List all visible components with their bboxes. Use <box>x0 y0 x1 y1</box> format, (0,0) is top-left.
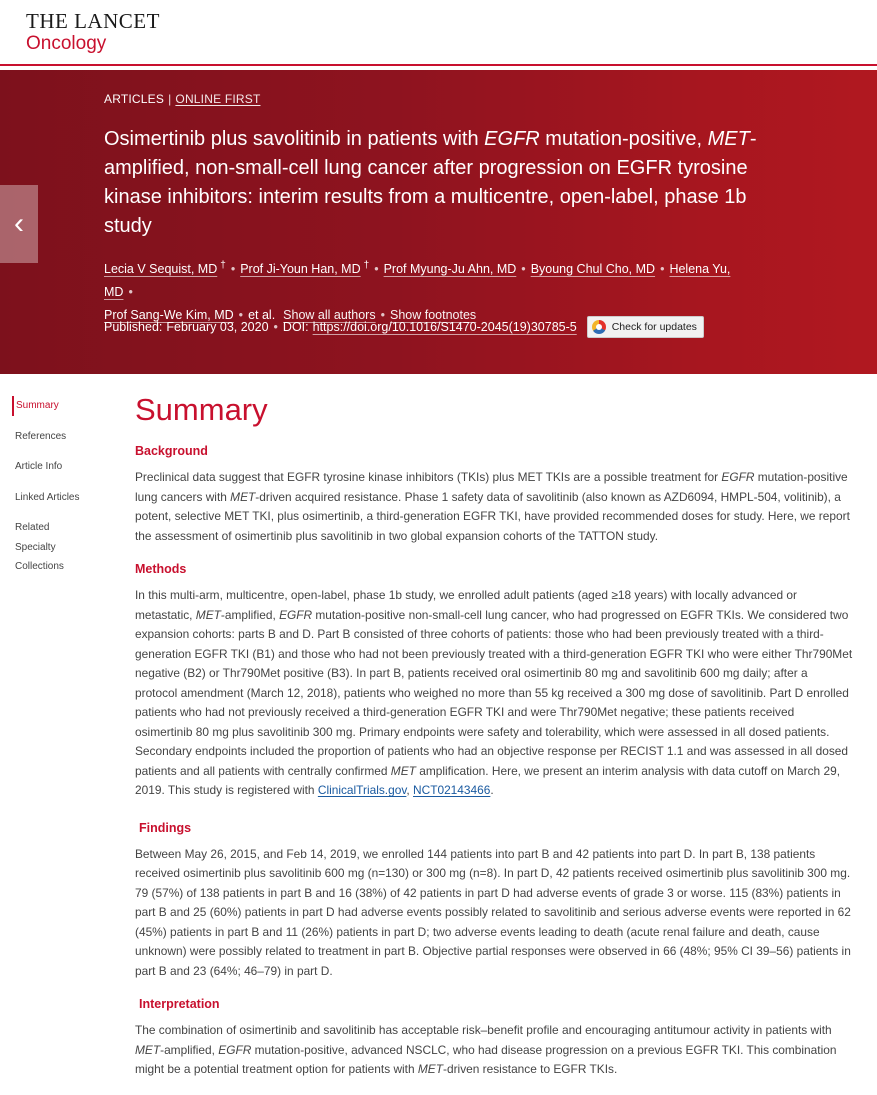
sidebar-item-article-info[interactable]: Article Info <box>15 461 63 472</box>
footnote-dagger[interactable]: † <box>220 260 226 271</box>
doi-link[interactable]: https://doi.org/10.1016/S1470-2045(19)30785-5 <box>312 320 577 334</box>
footnote-dagger[interactable]: † <box>363 260 370 271</box>
findings-text: Between May 26, 2015, and Feb 14, 2019, we enrolled 144 patients into part B and 42 patients into part D. In part B, 138 patients received osimertinib plus savolitinib 600 mg (n=130) or 300 mg (n=8). In part D, 42 patients received osimertinib plus savolitinib 300 mg. 79 (57%) of 138 patients in part B and 16 (38%) of 42 patients in part D had adverse events of grade 3 or worse. 115 (83%) patients in part B and 25 (60%) patients in part D had adverse events possibly related to savolitinib and serious adverse events were reported in 62 (45%) patients in part B and 11 (26%) patients in part D; two adverse events leading to death (acute renal failure and death, cause unknown) were possibly related to treatment in part B. Objective partial responses were observed in 66 (48%; 95% CI 39–56) patients in part B and 23 (64%; 46–79) in part D. <box>135 846 851 978</box>
author-list: Lecia V Sequist, MD † • Prof Ji-Youn Han, MD † • Prof Myung-Ju Ahn, MD • Byoung Chul Cho, MD • Helena Yu, MD • Prof Sang-We Kim, MD • et al. Show all authors • Show footnotes <box>104 260 731 323</box>
interpretation-heading: Interpretation <box>139 997 220 1011</box>
clinicaltrials-link[interactable]: ClinicalTrials.gov <box>317 783 407 797</box>
breadcrumb-articles[interactable]: ARTICLES <box>104 92 165 106</box>
article-title: Osimertinib plus savolitinib in patients with EGFR mutation-positive, MET-amplified, non-small-cell lung cancer after progression on EGFR tyrosine kinase inhibitors: interim results from a multicentre, open-label, phase 1b study <box>104 128 757 237</box>
summary-heading: Summary <box>135 392 268 427</box>
sidebar-item-related-collections[interactable]: Related Specialty Collections <box>15 522 64 572</box>
article-sidebar-nav <box>12 396 102 577</box>
logo-title: THE LANCET <box>26 9 160 33</box>
published-label: Published: <box>104 320 163 334</box>
et-al: et al. <box>248 308 276 323</box>
breadcrumb-separator: | <box>168 92 172 106</box>
methods-heading: Methods <box>135 562 187 576</box>
methods-text: In this multi-arm, multicentre, open-label, phase 1b study, we enrolled adult patients (aged ≥18 years) with locally advanced or metastatic, MET-amplified, EGFR mutation-positive non-small-cell lung cancer, who had progressed on EGFR TKIs. We considered two expansion cohorts: parts B and D. Part B consisted of three cohorts of patients: those who had been previously treated with a third-generation EGFR TKI (B1) and those who had not been previously treated with a third-generation EGFR TKI who were either Thr790Met negative (B2) or Thr790Met positive (B3). In part B, patients received oral osimertinib 80 mg and savolitinib 600 mg daily; after a protocol amendment (March 12, 2018), patients who weighed no more than 55 kg received a 300 mg dose of savolitinib. Part D enrolled patients who had not previously received a third-generation EGFR TKI and were Thr790Met negative; these patients received osimertinib 80 mg plus savolitinib 300 mg. Primary endpoints were safety and tolerability, which were assessed in all dosed patients. Secondary endpoints included the proportion of patients who had an objective response per RECIST 1.1 and was assessed in all dosed patients and all patients with centrally confirmed MET amplification. Here, we present an interim analysis with data cutoff on March 29, 2019. This study is registered with ClinicalTrials.gov, NCT02143466. <box>135 588 853 797</box>
chevron-left-icon: ‹ <box>14 207 24 240</box>
header-rule <box>0 64 877 66</box>
author-link[interactable]: Lecia V Sequist, MD <box>104 262 218 277</box>
breadcrumb <box>104 92 260 106</box>
check-for-updates-button[interactable] <box>587 316 704 338</box>
background-text: Preclinical data suggest that EGFR tyrosine kinase inhibitors (TKIs) plus MET TKIs are a possible treatment for EGFR mutation-positive lung cancers with MET-driven acquired resistance. Phase 1 safety data of savolitinib (also known as AZD6094, HMPL-504, volitinib), a potent, selective MET TKI, plus osimertinib, a third-generation EGFR TKI, have provided recommended doses for study. Here, we report the assessment of osimertinib plus savolitinib in two global expansion cohorts of the TATTON study. <box>135 470 850 543</box>
show-all-authors-link[interactable]: Show all authors <box>283 308 376 323</box>
logo-subtitle: Oncology <box>26 33 107 54</box>
sidebar-item-references[interactable]: References <box>15 430 67 442</box>
article-header-banner <box>0 70 877 374</box>
published-date: February 03, 2020 <box>166 320 269 334</box>
crossmark-icon <box>592 320 606 334</box>
interpretation-text: The combination of osimertinib and savolitinib has acceptable risk–benefit profile and encouraging antitumour activity in patients with MET-amplified, EGFR mutation-positive, advanced NSCLC, who had disease progression on a previous EGFR TKI. This combination might be a potential treatment option for patients with MET-driven resistance to EGFR TKIs. <box>135 1023 837 1076</box>
check-for-updates-label: Check for updates <box>611 321 697 333</box>
breadcrumb-online-first[interactable]: ONLINE FIRST <box>175 92 261 106</box>
previous-article-button[interactable] <box>0 185 38 263</box>
findings-heading: Findings <box>139 820 192 835</box>
nct-registration-link[interactable]: NCT02143466 <box>413 783 491 797</box>
article-summary <box>135 390 853 1080</box>
show-footnotes-link[interactable]: Show footnotes <box>389 308 477 323</box>
sidebar-item-linked-articles[interactable]: Linked Articles <box>15 491 80 503</box>
doi-label: DOI: <box>282 320 309 334</box>
author-link[interactable]: Helena Yu, MD <box>104 262 731 300</box>
sidebar-item-summary[interactable]: Summary <box>12 396 102 416</box>
author-link[interactable]: Prof Myung-Ju Ahn, MD <box>383 262 517 277</box>
author-link[interactable]: Prof Sang-We Kim, MD <box>104 308 234 323</box>
author-link[interactable]: Prof Ji-Youn Han, MD <box>240 262 361 277</box>
author-link[interactable]: Byoung Chul Cho, MD <box>530 262 656 277</box>
journal-logo[interactable] <box>26 10 160 56</box>
publication-info: Published: February 03, 2020 • DOI: https://doi.org/10.1016/S1470-2045(19)30785-5 Check for updates <box>104 316 704 338</box>
background-heading: Background <box>135 444 208 458</box>
